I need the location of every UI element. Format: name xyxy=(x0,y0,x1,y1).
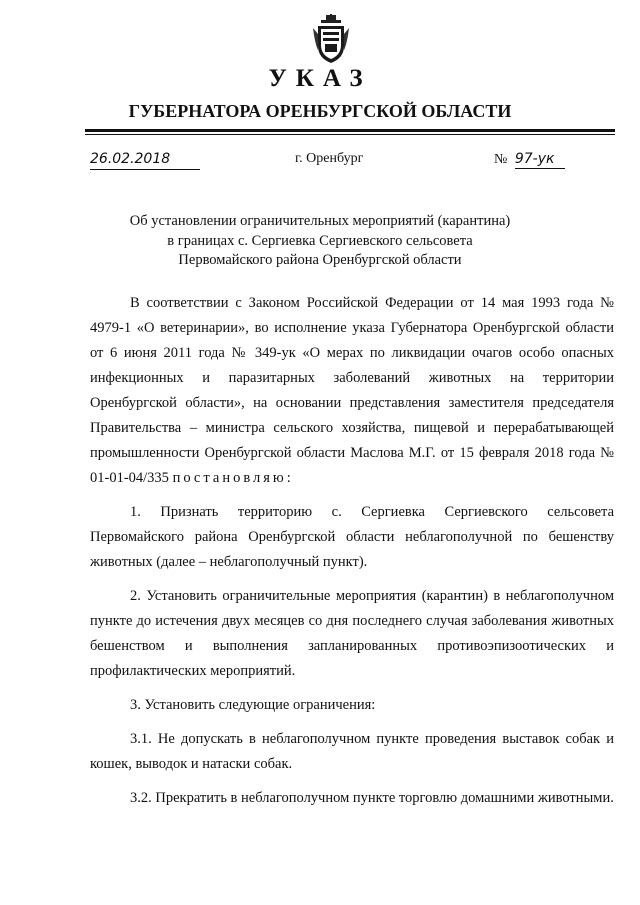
issuer-title: ГУБЕРНАТОРА ОРЕНБУРГСКОЙ ОБЛАСТИ xyxy=(128,101,512,121)
number-sign: № xyxy=(494,152,508,167)
decree-body xyxy=(90,291,614,811)
header-rule-thick xyxy=(85,129,615,132)
paragraph-2: 2. Установить ограничительные мероприятия (карантин) в неблагополучном пункте до истечения двух месяцев со дня последнего случая заболевания животных бешенством и выполнения запланированных противоэпизоотических и профилактических мероприятий. xyxy=(90,588,614,679)
decree-city: г. Оренбург xyxy=(295,151,364,166)
preamble-text: В соответствии с Законом Российской Федерации от 14 мая 1993 года № 4979-1 «О ветеринарии», во исполнение указа Губернатора Оренбургской области от 6 июня 2011 года № 349-ук «О мерах по ликвидации очагов особо опасных инфекционных и паразитарных заболеваний животных на территории Оренбургской области», на основании представления заместителя председателя Правительства – министра сельского хозяйства, пищевой и перерабатывающей промышленности Оренбургской области Маслова М.Г. от 15 февраля 2018 года № 01-01-04/335 xyxy=(90,295,614,486)
paragraph-3: 3. Установить следующие ограничения: xyxy=(130,697,376,713)
paragraph-3-1: 3.1. Не допускать в неблагополучном пункте проведения выставок собак и кошек, выводок и натаски собак. xyxy=(90,731,614,772)
preamble-paragraph xyxy=(90,291,614,491)
decree-word: постановляю: xyxy=(172,470,294,486)
decree-number xyxy=(494,150,565,169)
heading-line-2: в границах с. Сергиевка Сергиевского сельсовета xyxy=(167,232,473,249)
paragraph-3-2: 3.2. Прекратить в неблагополучном пункте торговлю домашними животными. xyxy=(130,790,614,806)
decree-date-value: 26.02.2018 xyxy=(90,151,171,167)
heading-line-1: Об установлении ограничительных мероприятий (карантина) xyxy=(129,213,511,229)
header-rule-thin xyxy=(85,134,615,135)
decree-number-value: 97-ук xyxy=(515,150,565,169)
paragraph-1: 1. Признать территорию с. Сергиевка Сергиевского сельсовета Первомайского района Оренбургской области неблагополучной по бешенству животных (далее – неблагополучный пункт). xyxy=(90,504,614,570)
decree-date xyxy=(90,150,200,170)
coat-of-arms-icon xyxy=(312,14,350,64)
decree-title: УКАЗ xyxy=(268,65,372,92)
heading-line-3: Первомайского района Оренбургской области xyxy=(178,252,462,268)
decree-heading xyxy=(0,212,640,271)
